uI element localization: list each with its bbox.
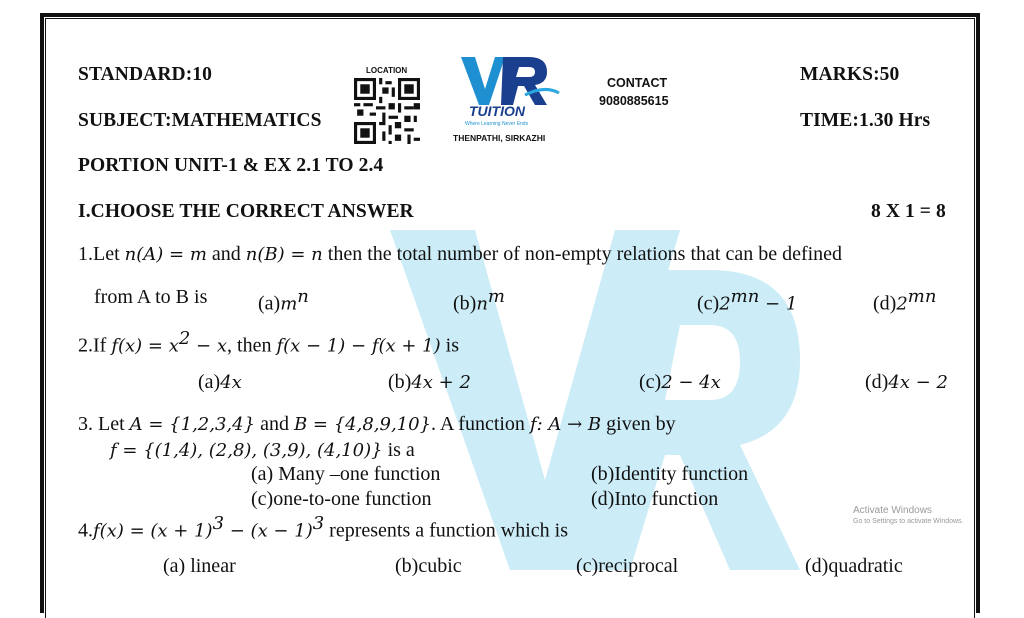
q1-option-d: $(d)2^{mn}$	[873, 286, 937, 315]
q2-option-b: (b)4x + 2	[388, 371, 471, 393]
q2-option-d: (d)4x − 2	[865, 371, 948, 393]
marks-label: MARKS:50	[800, 64, 900, 85]
q2-option-c: (c)2 − 4x	[639, 371, 721, 393]
logo-tuition-text: TUITION	[469, 103, 525, 119]
qr-code-icon	[354, 78, 420, 144]
vr-logo-icon	[455, 55, 565, 107]
q1-option-c: $(c)2^{mn} - 1$	[697, 286, 798, 315]
q3-option-c: (c)one-to-one function	[251, 488, 432, 510]
question-1-line2: from A to B is	[94, 286, 208, 308]
contact-label: CONTACT	[607, 76, 668, 90]
q4-option-c: (c)reciprocal	[576, 555, 679, 577]
q4-option-b: (b)cubic	[395, 555, 462, 577]
q3-option-d: (d)Into function	[591, 488, 719, 510]
logo-tagline: Where Learning Never Ends	[465, 121, 529, 127]
subject-label: SUBJECT:MATHEMATICS	[78, 110, 322, 131]
activate-windows-subtitle: Go to Settings to activate Windows.	[853, 518, 964, 525]
q2-option-a: (a)4x	[198, 371, 242, 393]
q4-option-a: (a) linear	[163, 555, 236, 577]
activate-windows-title: Activate Windows	[853, 505, 932, 516]
question-1: 1.Let n(A) = m and n(B) = n then the total number of non-empty relations that can be defined	[78, 243, 843, 265]
time-label: TIME:1.30 Hrs	[800, 110, 931, 131]
question-2: 2.If $f(x) = x^2 - x$, then f(x − 1) − f(x + 1) is	[78, 328, 459, 357]
contact-phone: 9080885615	[599, 94, 669, 108]
section-title: I.CHOOSE THE CORRECT ANSWER	[78, 201, 414, 222]
portion-label: PORTION UNIT-1 & EX 2.1 TO 2.4	[78, 155, 384, 176]
q3-option-b: (b)Identity function	[591, 463, 749, 485]
q1-option-b: $(b)n^m$	[453, 286, 505, 315]
section-marks: 8 X 1 = 8	[871, 201, 946, 222]
question-3-line2: f = {(1,4), (2,8), (3,9), (4,10)} is a	[110, 439, 415, 461]
q3-option-a: (a) Many –one function	[251, 463, 441, 485]
standard-label: STANDARD:10	[78, 64, 212, 85]
q1-option-a: $(a)m^n$	[258, 286, 309, 315]
q4-option-d: (d)quadratic	[805, 555, 903, 577]
qr-location-label: LOCATION	[366, 66, 408, 75]
question-3: 3. Let A = {1,2,3,4} and B = {4,8,9,10}. A function f: A → B given by	[78, 413, 676, 435]
logo-place: THENPATHI, SIRKAZHI	[453, 133, 546, 143]
vr-tuition-logo	[455, 55, 565, 140]
question-4: $4.f(x) = (x + 1)^3 - (x - 1)^3$ represents a function which is	[78, 513, 568, 542]
